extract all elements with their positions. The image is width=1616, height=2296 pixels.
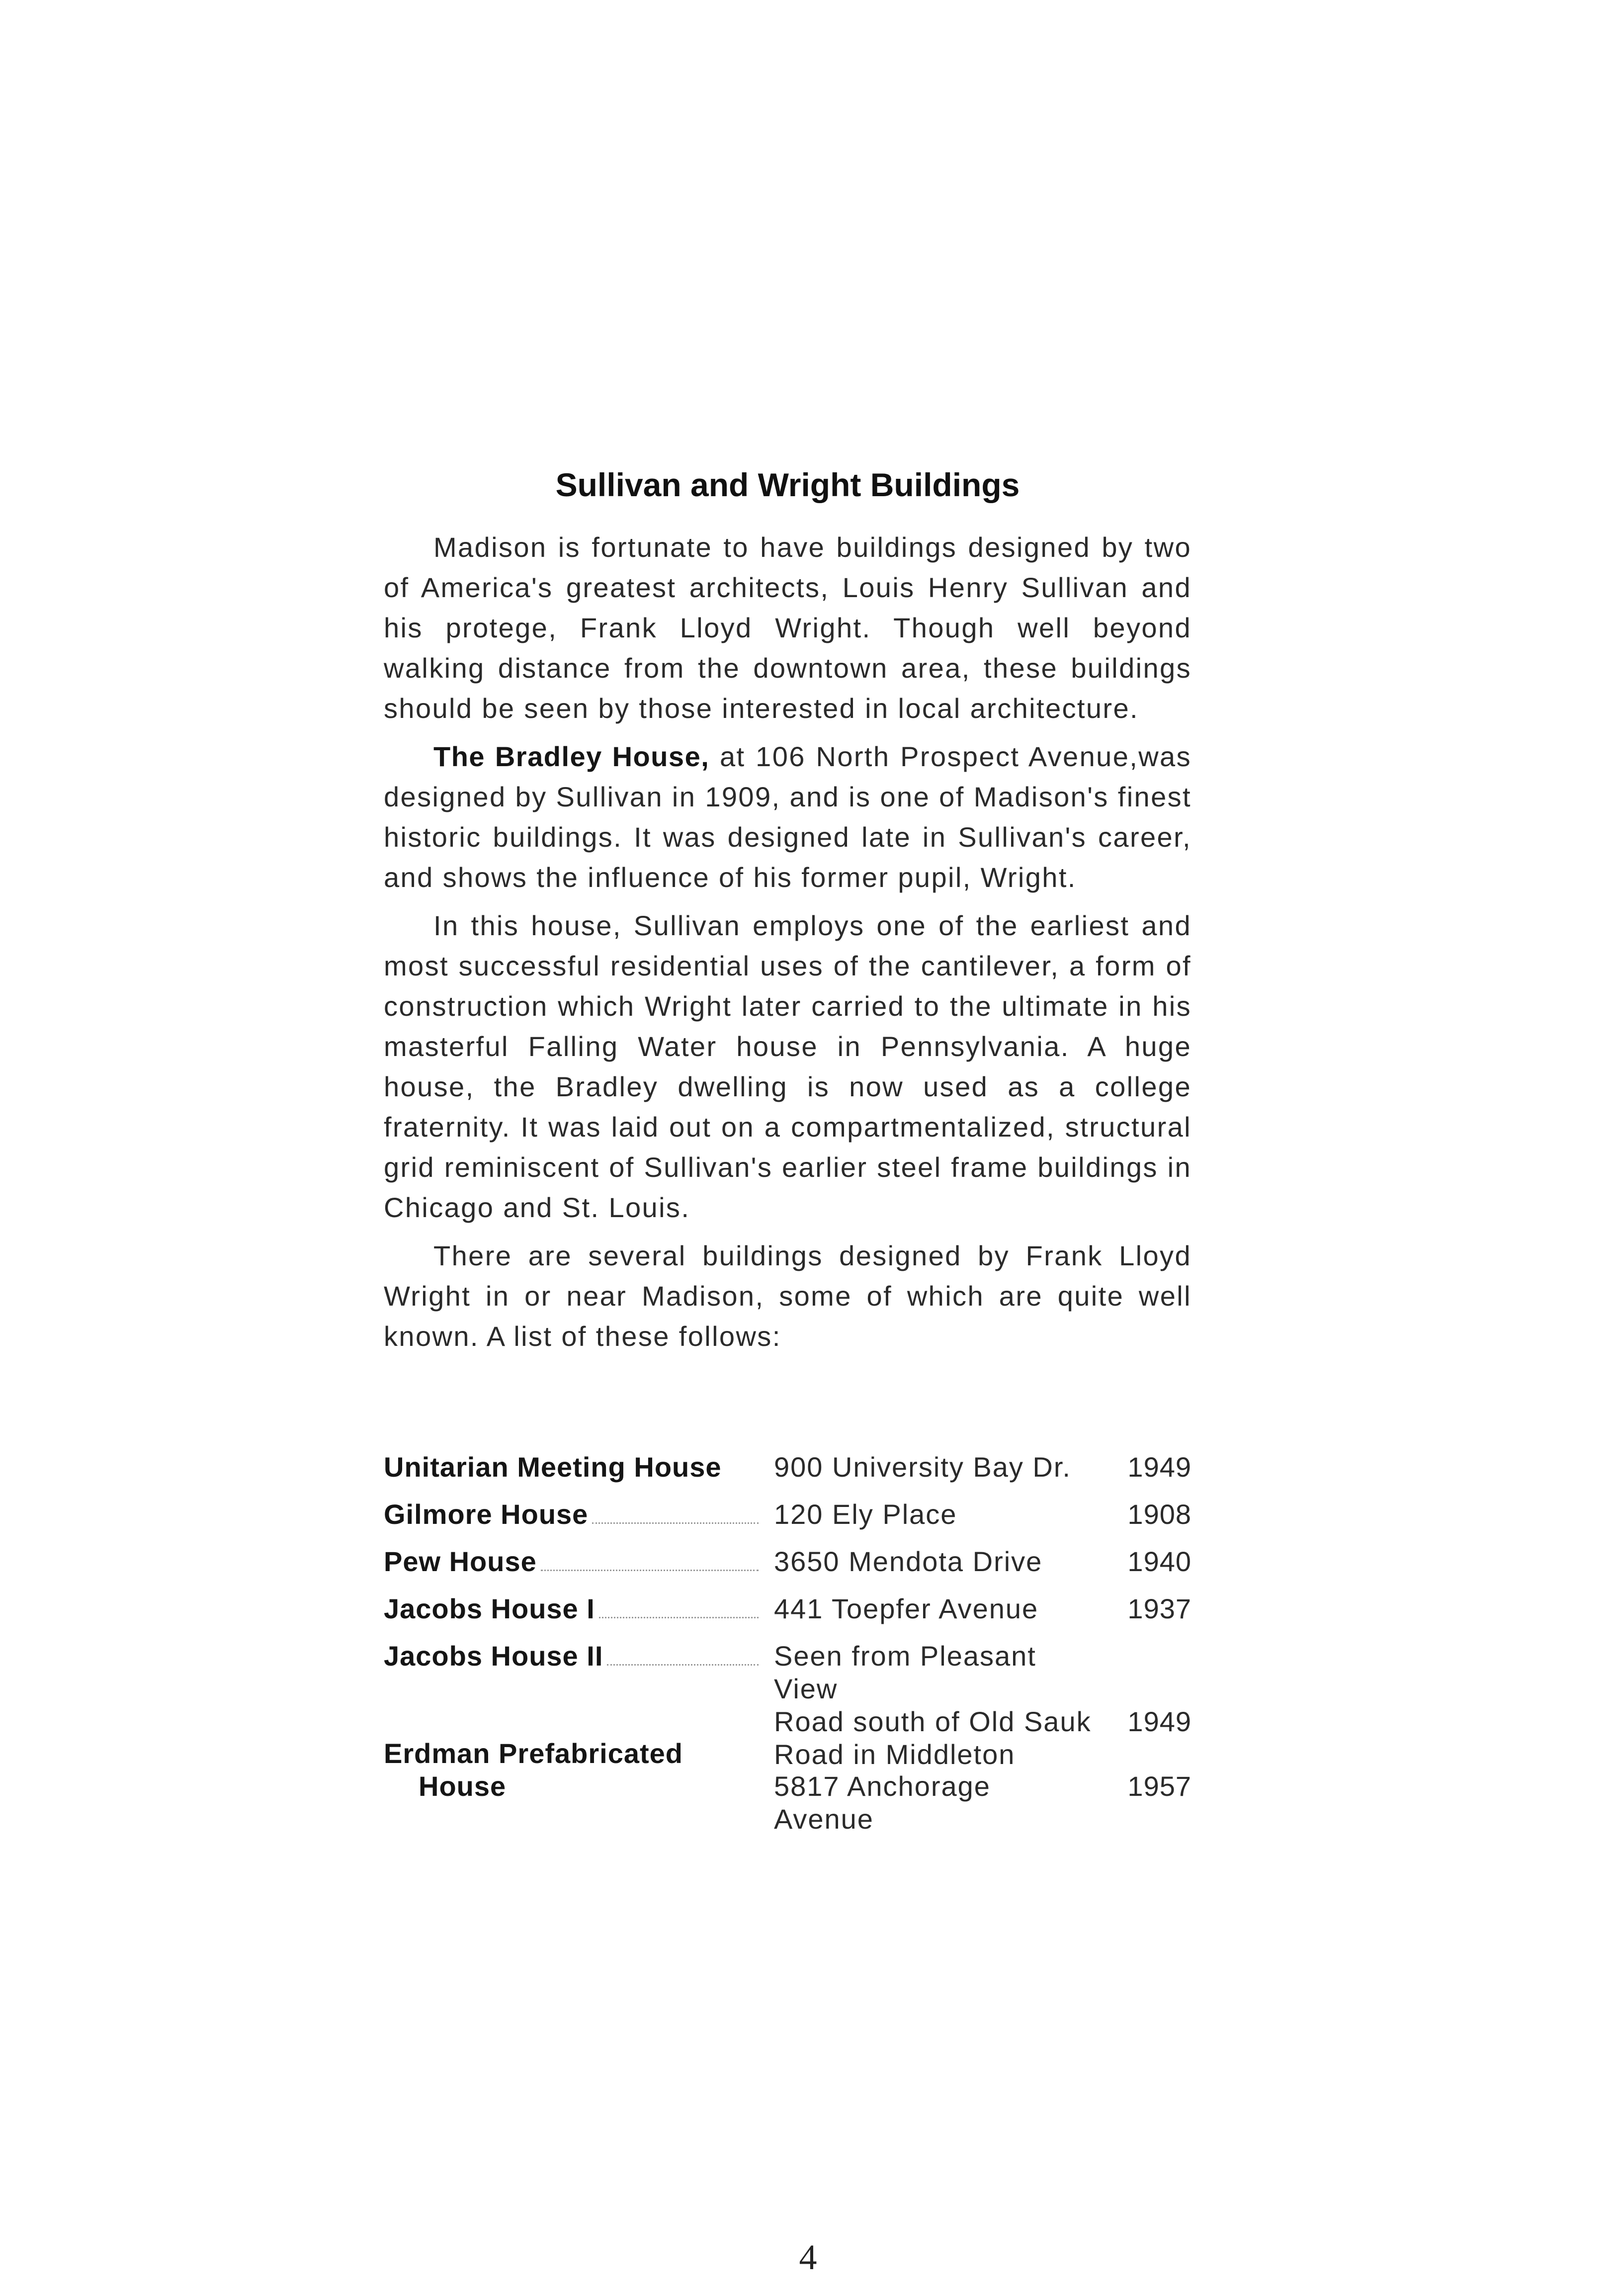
building-name: Jacobs House II [384,1640,603,1672]
building-name: Jacobs House I [384,1593,595,1624]
building-location: Seen from Pleasant View Road south of Old Sauk Road in Middleton [774,1640,1092,1770]
paragraph-text: In this house, Sullivan employs one of the earliest and most successful residential uses of the cantilever, a form of construction which Wright later carried to the ultimate in his masterful Falling Water house in Pennsylvania. A huge house, the Bradley dwelling is now used as a college fraternity. It was laid out on a compartmentalized, structural grid reminiscent of Sullivan's earlier steel frame buildings in Chicago and St. Louis. [384,910,1191,1223]
building-location: 441 Toepfer Avenue [774,1593,1039,1624]
wright-buildings-list [384,1451,1191,1835]
building-year: 1940 [1127,1546,1191,1577]
building-name: Gilmore House [384,1499,589,1530]
paragraph-text: There are several buildings designed by Frank Lloyd Wright in or near Madison, some of which are quite well known. A list of these follows: [384,1240,1191,1352]
building-year: 1957 [1127,1770,1191,1802]
page-title: Sullivan and Wright Buildings [555,466,1020,503]
building-location: 900 University Bay Dr. [774,1451,1071,1483]
building-year: 1908 [1127,1499,1191,1530]
dot-leader [607,1664,759,1666]
list-item [384,1545,1191,1592]
building-location: 3650 Mendota Drive [774,1546,1043,1577]
building-name: Unitarian Meeting House [384,1451,722,1483]
building-location: 120 Ely Place [774,1499,957,1530]
paragraph-text: Madison is fortunate to have buildings designed by two of America's greatest architects, Louis Henry Sullivan and his protege, Frank Lloyd Wright. Though well beyond walking distance from the downtown area, these buildings should be seen by those interested in local architecture. [384,531,1191,724]
dot-leader [541,1570,759,1571]
building-year: 1937 [1127,1593,1191,1624]
dot-leader [592,1522,759,1524]
body-text [384,527,1191,1364]
dot-leader [599,1617,759,1618]
building-name: Pew House [384,1546,537,1577]
list-item [384,1451,1191,1498]
paragraph-bradley-house [384,736,1191,897]
paragraph-intro [384,527,1191,728]
list-item [384,1498,1191,1545]
building-year: 1949 [1127,1451,1191,1483]
list-item [384,1592,1191,1640]
paragraph-wright-list-intro [384,1236,1191,1356]
building-location: 5817 Anchorage Avenue [774,1770,991,1835]
building-year: 1949 [1127,1706,1191,1737]
paragraph-text: at 106 North Prospect Avenue,was designed by Sullivan in 1909, and is one of Madison's finest historic buildings. It was designed late in Sullivan's career, and shows the influence of his former pupil, Wright. [384,741,1191,893]
paragraph-cantilever [384,905,1191,1228]
building-name: Erdman Prefabricated House [384,1738,683,1802]
list-item [384,1737,1191,1835]
page-number: 4 [799,2237,817,2277]
paragraph-lead: The Bradley House, [433,741,710,772]
